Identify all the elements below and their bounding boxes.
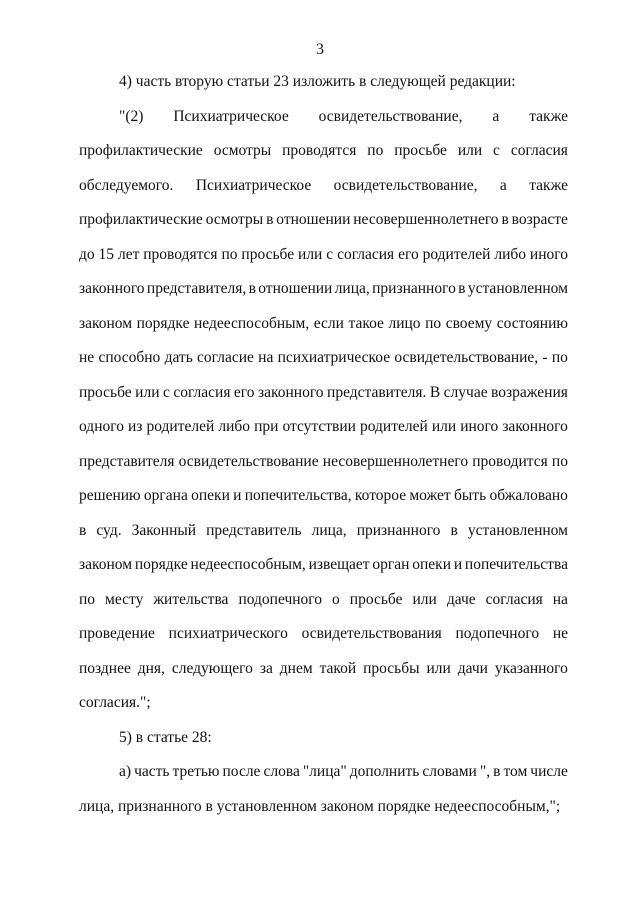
text-line: законного представителя, в отношении лица, признанного в установленном (79, 280, 568, 297)
text-line: согласия."; (79, 694, 151, 711)
paragraph-p5 (79, 721, 568, 756)
text-line: 4) часть вторую статьи 23 изложить в следующей редакции: (119, 73, 516, 90)
text-line: позднее дня, следующего за днем такой просьбы или дачи указанного (79, 659, 568, 677)
text-line: законом порядке недееспособным, если такое лицо по своему состоянию (79, 314, 568, 332)
paragraph-p5a (79, 755, 568, 824)
text-line: решению органа опеки и попечительства, которое может быть обжаловано (79, 487, 568, 504)
page-number: 3 (316, 41, 324, 58)
text-line: не способно дать согласие на психиатрическое освидетельствование, - по (79, 349, 568, 366)
text-line: до 15 лет проводятся по просьбе или с согласия его родителей либо иного (79, 245, 568, 263)
text-line: профилактические осмотры проводятся по просьбе или с согласия (79, 142, 568, 159)
text-line: лица, признанного в установленном законом порядке недееспособным,"; (79, 797, 561, 815)
text-line: профилактические осмотры в отношении несовершеннолетнего в возрасте (79, 211, 568, 228)
text-line: одного из родителей либо при отсутствии родителей или иного законного (79, 418, 568, 435)
text-line: в суд. Законный представитель лица, признанного в установленном (79, 521, 568, 539)
text-line: а) часть третью после слова "лица" дополнить словами ", в том числе (119, 763, 568, 780)
document-body (79, 65, 568, 824)
text-line: обследуемого. Психиатрическое освидетельствование, а также (79, 176, 568, 194)
text-line: законом порядке недееспособным, извещает орган опеки и попечительства (79, 556, 568, 573)
text-line: просьбе или с согласия его законного представителя. В случае возражения (79, 383, 568, 401)
paragraph-p4-quote (79, 100, 568, 721)
text-line: по месту жительства подопечного о просьбе или даче согласия на (79, 590, 568, 608)
paragraph-p4 (79, 65, 568, 100)
text-line: проведение психиатрического освидетельствования подопечного не (79, 625, 568, 642)
text-line: представителя освидетельствование несовершеннолетнего проводится по (79, 452, 568, 470)
text-line: 5) в статье 28: (119, 728, 212, 746)
text-line: "(2) Психиатрическое освидетельствование, а также (119, 107, 568, 125)
